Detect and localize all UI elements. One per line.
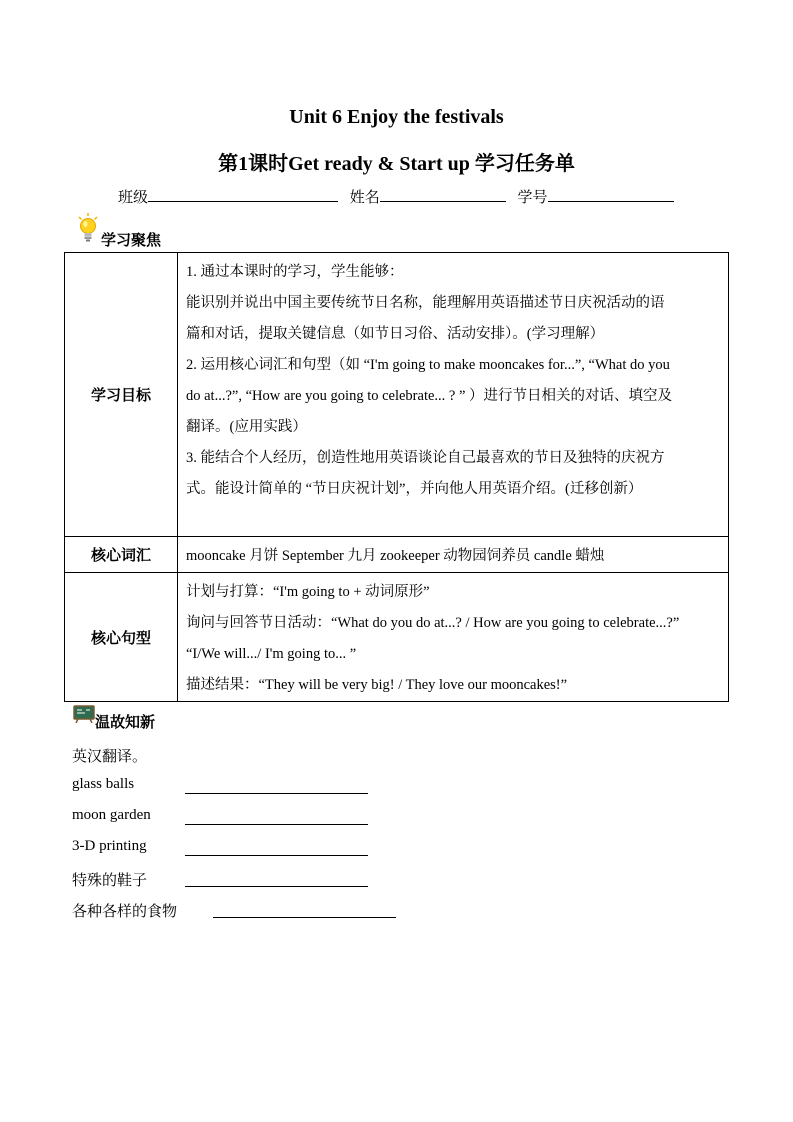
goals-line: do at...?”, “How are you going to celebrate... ? ” ）进行节日相关的对话、填空及: [186, 388, 673, 404]
exercise-item-text: moon garden: [72, 807, 151, 823]
pattern-line: “I/We will.../ I'm going to... ”: [186, 646, 357, 662]
goals-line: 能识别并说出中国主要传统节日名称，能理解用英语描述节日庆祝活动的语: [186, 295, 665, 311]
goals-line: 2. 运用核心词汇和句型（如 “I'm going to make mooncakes for...”, “What do you: [186, 357, 670, 373]
exercise-item: [72, 900, 177, 921]
exercise-item: [72, 869, 147, 890]
focus-heading: 学习聚焦: [101, 233, 162, 249]
answer-blank[interactable]: [185, 779, 368, 794]
number-label: 学号: [517, 190, 548, 206]
vocab-label: 核心词汇: [65, 537, 178, 573]
review-heading: 温故知新: [95, 715, 156, 731]
review-instruction: 英汉翻译。: [72, 749, 148, 765]
patterns-label: 核心句型: [65, 573, 178, 702]
pattern-line: 询问与回答节日活动：“What do you do at...? / How are you going to celebrate...?”: [186, 615, 680, 631]
goals-content: [178, 253, 729, 537]
answer-blank[interactable]: [213, 903, 396, 918]
answer-blank[interactable]: [185, 810, 368, 825]
vocab-content: mooncake 月饼 September 九月 zookeeper 动物园饲养员 candle 蜡烛: [178, 537, 729, 573]
table-row-vocab: [65, 537, 729, 573]
number-blank[interactable]: [548, 187, 674, 202]
exercise-item-text: 各种各样的食物: [72, 904, 178, 920]
goals-line: 式。能设计简单的 “节日庆祝计划”，并向他人用英语介绍。(迁移创新）: [186, 481, 643, 497]
name-blank[interactable]: [380, 187, 506, 202]
pattern-line: 计划与打算：“I'm going to + 动词原形”: [186, 584, 430, 600]
patterns-content: [178, 573, 729, 702]
goals-line: 篇和对话，提取关键信息（如节日习俗、活动安排）。(学习理解）: [186, 326, 605, 342]
class-blank[interactable]: [148, 187, 338, 202]
goals-line: 1. 通过本课时的学习，学生能够：: [186, 264, 404, 280]
student-info-row: [118, 186, 682, 207]
answer-blank[interactable]: [185, 841, 368, 856]
document-title: Unit 6 Enjoy the festivals: [289, 106, 504, 128]
name-label: 姓名: [349, 190, 380, 206]
exercise-item: [72, 807, 151, 824]
goals-line: 3. 能结合个人经历，创造性地用英语谈论自己最喜欢的节日及独特的庆祝方: [186, 450, 665, 466]
goals-label: 学习目标: [65, 253, 178, 537]
answer-blank[interactable]: [185, 872, 368, 887]
goals-line: 翻译。(应用实践）: [186, 419, 307, 435]
table-row-goals: [65, 253, 729, 537]
exercise-item: [72, 776, 134, 793]
learning-focus-table: [64, 252, 729, 702]
table-row-patterns: [65, 573, 729, 702]
exercise-item: [72, 838, 147, 855]
lightbulb-icon: [77, 213, 99, 243]
class-label: 班级: [118, 190, 149, 206]
exercise-item-text: glass balls: [72, 776, 135, 792]
blackboard-icon: [73, 705, 95, 723]
exercise-item-text: 特殊的鞋子: [72, 873, 148, 889]
exercise-item-text: 3-D printing: [72, 838, 147, 854]
lesson-subtitle: 第1课时Get ready & Start up 学习任务单: [218, 153, 575, 175]
pattern-line: 描述结果：“They will be very big! / They love our mooncakes!”: [186, 677, 568, 693]
